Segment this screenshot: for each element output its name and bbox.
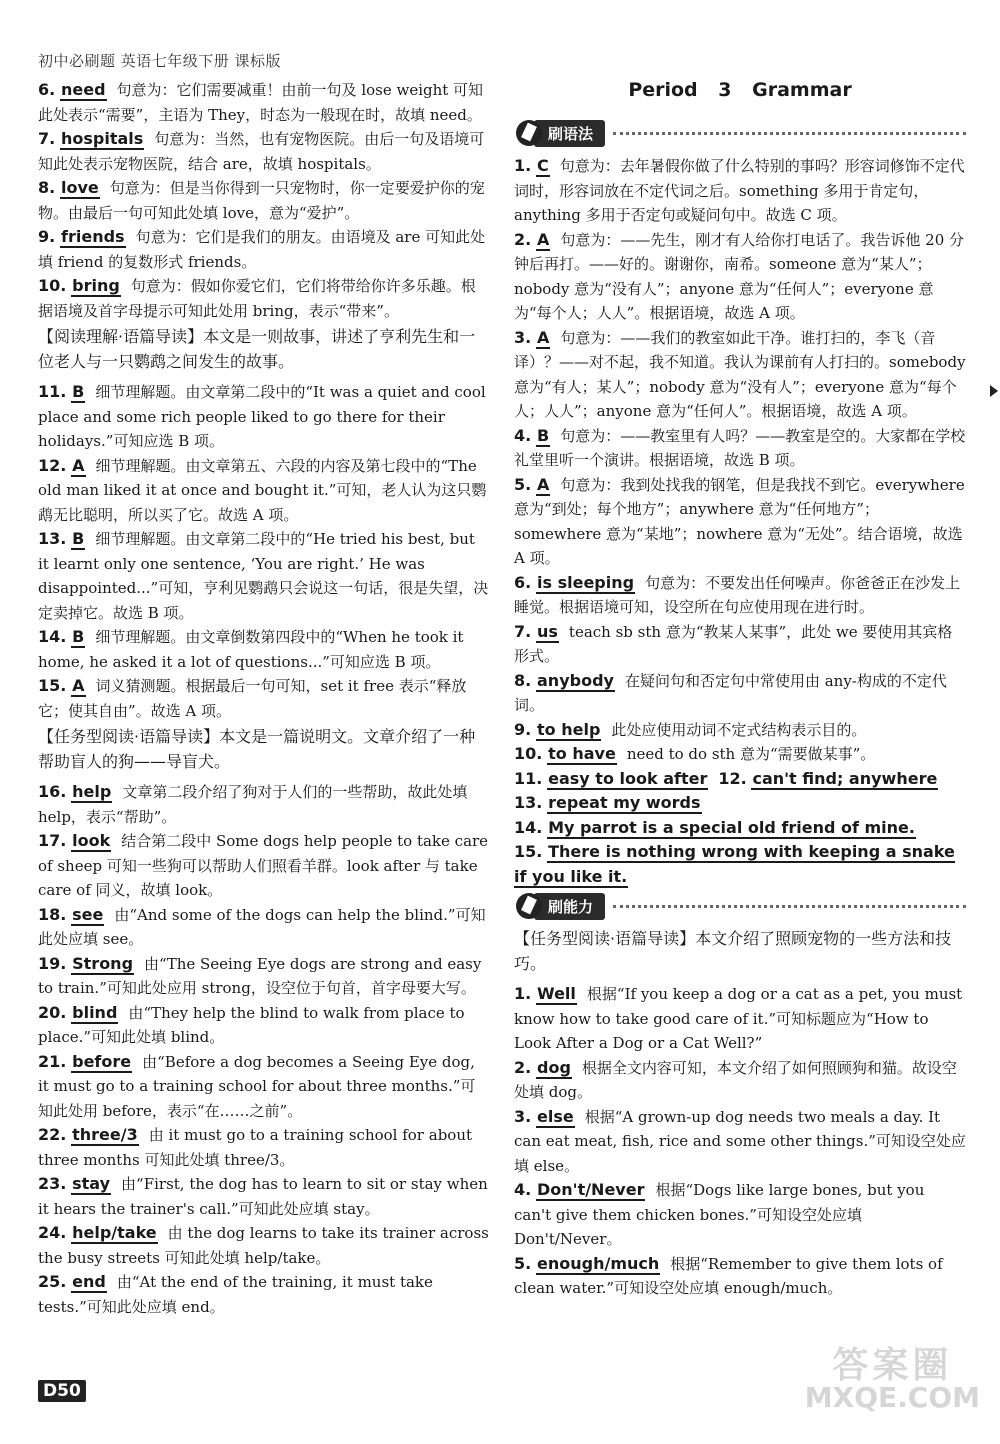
watermark-logo-text: 答案圈 [832, 1345, 953, 1386]
answer-item [38, 454, 490, 528]
explanation-text: 根据“If you keep a dog or a cat as a pet, you must know how to take good care of it.”可知标题应为“How to Look After a Dog or a Cat Well?” [514, 985, 963, 1052]
answer-key: Don't/Never [537, 1180, 645, 1199]
question-number: 3. [514, 327, 532, 347]
answer-item [514, 816, 966, 841]
answer-item [514, 424, 966, 473]
answer-item [38, 674, 490, 723]
answer-key: enough/much [537, 1253, 660, 1273]
answer-key: three/3 [72, 1125, 138, 1144]
question-number: 18. [38, 904, 67, 924]
answer-item [38, 1221, 490, 1270]
explanation-text: 句意为：它们是我们的朋友。由语境及 are 可知此处填 friend 的复数形式 friends。 [38, 228, 486, 271]
section-heading: 【任务型阅读·语篇导读】本文介绍了照顾宠物的一些方法和技巧。 [514, 929, 952, 973]
explanation-text: 句意为：——教室里有人吗？——教室是空的。大家都在学校礼堂里听一个演讲。根据语境，故选 B 项。 [514, 426, 966, 469]
answer-key: Strong [72, 953, 134, 973]
answer-item [38, 903, 490, 952]
question-number: 4. [514, 1180, 532, 1199]
explanation-text: 此处应使用动词不定式结构表示目的。 [611, 720, 867, 739]
answer-key: B [72, 627, 85, 646]
explanation-text: 文章第二段介绍了狗对于人们的一些帮助，故此处填 help，表示“帮助”。 [38, 783, 468, 826]
question-number: 11. [514, 768, 543, 788]
explanation-text: 由“The Seeing Eye dogs are strong and easy to train.”可知此处应用 strong，设空位于句首，首字母要大写。 [38, 954, 482, 997]
explanation-text: 根据“Remember to give them lots of clean water.”可知设空处应填 enough/much。 [514, 1254, 943, 1297]
answer-key: C [537, 156, 549, 175]
watermark-url: MXQE.COM [804, 1381, 980, 1414]
explanation-text: 根据“A grown-up dog needs two meals a day. It can eat meat, fish, rice and some other things.”可知设空处应填 else。 [514, 1107, 966, 1175]
question-number: 4. [514, 425, 532, 445]
answer-key: A [537, 229, 550, 249]
explanation-text: need to do sth 意为“需要做某事”。 [626, 745, 876, 763]
question-number: 13. [38, 529, 67, 548]
answer-key: end [72, 1272, 106, 1291]
explanation-text: 结合第二段中 Some dogs help people to take care of sheep 可知一些狗可以帮助人们照看羊群。look after 与 take care of 同义，故填 look。 [38, 832, 489, 899]
question-number: 7. [514, 621, 532, 641]
answer-item [38, 176, 490, 225]
watermark [804, 1345, 980, 1414]
question-number: 14. [38, 627, 67, 646]
answer-key: easy to look after [548, 768, 708, 788]
edge-arrow-icon [990, 385, 998, 397]
answer-item [38, 952, 490, 1001]
question-number: 15. [514, 842, 543, 861]
explanation-text: 在疑问句和否定句中常使用由 any-构成的不定代词。 [514, 671, 947, 714]
answer-key: There is nothing wrong with keeping a snake if you like it. [514, 842, 955, 886]
explanation-text: 根据“Dogs like large bones, but you can't give them chicken bones.”可知设空处应填 Don't/Never。 [514, 1181, 925, 1248]
answer-key: blind [72, 1002, 118, 1022]
section-banner [514, 116, 966, 150]
answer-key: to help [537, 719, 601, 739]
explanation-text: 句意为：它们需要减重！由前一句及 lose weight 可知此处表示“需要”，主语为 They，时态为一般现在时，故填 need。 [38, 81, 484, 124]
question-number: 24. [38, 1223, 67, 1242]
question-number: 9. [38, 227, 56, 246]
question-number: 21. [38, 1051, 67, 1071]
question-number: 12. [38, 455, 67, 475]
question-number: 2. [514, 229, 532, 249]
answer-item [514, 1178, 966, 1252]
answer-key: need [61, 80, 106, 99]
explanation-text: 句意为：——先生，刚才有人给你打电话了。我告诉他 20 分钟后再打。——好的。谢谢你，南希。someone 意为“某人”；nobody 意为“没有人”；anyone 意为“任何人”；everyone 意为“每个人；人人”。根据语境，故选 A 项。 [514, 230, 965, 322]
explanation-text: 细节理解题。由文章第五、六段的内容及第七段中的“The old man liked it at once and bought it.”可知，老人认为这只鹦鹉无比聪明，所以买了它。故选 A 项。 [38, 456, 487, 524]
explanation-text: 句意为：假如你爱它们，它们将带给你许多乐趣。根据语境及首字母提示可知此处用 bring，表示“带来”。 [38, 277, 476, 320]
brush-icon [516, 120, 542, 146]
answer-item [38, 127, 490, 176]
explanation-text: 句意为：我到处找我的钢笔，但是我找不到它。everywhere 意为“到处；每个地方”；anywhere 意为“任何地方”；somewhere 意为“某地”；nowhere 意为“无处”。结合语境，故选 A 项。 [514, 475, 965, 567]
page-number: D50 [38, 1380, 86, 1402]
question-number: 8. [38, 178, 56, 197]
answer-key: help [72, 782, 112, 801]
explanation-text: 句意为：当然，也有宠物医院。由后一句及语境可知此处表示宠物医院，结合 are，故填 hospitals。 [38, 130, 485, 173]
answer-item [514, 154, 966, 228]
answer-key: stay [72, 1174, 111, 1193]
question-number: 1. [514, 984, 532, 1003]
answer-item [38, 1270, 490, 1319]
answer-key: else [537, 1106, 574, 1126]
answer-item [514, 718, 966, 743]
explanation-text: 词义猜测题。根据最后一句可知，set it free 表示“释放它；使其自由”。故选 A 项。 [38, 677, 467, 720]
answer-item [514, 620, 966, 669]
banner-label: 刷能力 [534, 893, 605, 920]
left-column [38, 78, 490, 1319]
answer-key: friends [61, 227, 125, 246]
answer-item [514, 840, 966, 889]
answer-key: us [537, 621, 558, 641]
answer-item [38, 225, 490, 274]
answer-key: B [72, 382, 85, 401]
answer-item [38, 527, 490, 625]
answer-item [514, 669, 966, 718]
question-number: 6. [514, 572, 532, 592]
answer-key: is sleeping [537, 572, 635, 592]
answer-key: Well [537, 984, 576, 1003]
explanation-text: 由“They help the blind to walk from place to place.”可知此处填 blind。 [38, 1003, 465, 1046]
question-number: 3. [514, 1106, 532, 1126]
answer-key: hospitals [61, 129, 144, 148]
running-header: 初中必刷题 英语七年级下册 课标版 [38, 52, 282, 70]
explanation-text: teach sb sth 意为“教某人某事”，此处 we 要使用其宾格形式。 [514, 622, 953, 665]
question-number: 2. [514, 1057, 532, 1077]
question-number: 8. [514, 670, 532, 690]
question-number: 5. [514, 1253, 532, 1273]
answer-key: A [72, 676, 85, 695]
answer-key: A [537, 474, 550, 494]
question-number: 19. [38, 953, 67, 973]
answer-key: to have [548, 744, 616, 763]
question-number: 25. [38, 1272, 67, 1291]
section-heading: 【任务型阅读·语篇导读】本文是一篇说明文。文章介绍了一种帮助盲人的狗——导盲犬。 [38, 727, 476, 771]
section-banner [514, 889, 966, 923]
explanation-text: 由“Before a dog becomes a Seeing Eye dog, it must go to a training school for about three months.”可知此处用 before，表示“在……之前”。 [38, 1052, 476, 1120]
answer-key: A [72, 455, 85, 475]
answer-item [38, 780, 490, 829]
right-column [514, 78, 966, 1301]
answer-key: before [72, 1051, 132, 1071]
question-number: 6. [38, 80, 56, 99]
answer-item [514, 1056, 966, 1105]
answer-item [514, 473, 966, 571]
answer-key: see [72, 904, 104, 924]
explanation-text: 句意为：但是当你得到一只宠物时，你一定要爱护你的宠物。由最后一句可知此处填 love，意为“爱护”。 [38, 179, 485, 222]
answer-item [38, 1123, 490, 1172]
explanation-text: 句意为：——我们的教室如此干净。谁打扫的，李飞（音译）？——对不起，我不知道。我认为课前有人打扫的。somebody 意为“有人；某人”；nobody 意为“没有人”；everyone 意为“每个人；人人”；anyone 意为“任何人”。根据语境，故选 A 项。 [514, 328, 966, 420]
question-number: 11. [38, 382, 67, 401]
banner-label: 刷语法 [534, 120, 605, 147]
answer-key: A [537, 327, 550, 347]
answer-item [38, 829, 490, 903]
brush-icon [516, 893, 542, 919]
answer-item [514, 1105, 966, 1179]
answer-key: B [72, 529, 85, 548]
answer-item [514, 228, 966, 326]
period-title: Period 3 Grammar [628, 79, 852, 101]
answer-item [38, 78, 490, 127]
answer-item [514, 742, 966, 767]
answer-item [514, 767, 966, 792]
answer-item [514, 791, 966, 816]
answer-key: dog [537, 1057, 571, 1077]
answer-key: help/take [72, 1223, 157, 1242]
answer-item [38, 380, 490, 454]
question-number: 16. [38, 782, 67, 801]
question-number: 10. [514, 744, 543, 763]
answer-item [514, 1252, 966, 1301]
answer-item [38, 274, 490, 323]
explanation-text: 细节理解题。由文章倒数第四段中的“When he took it home, he asked it a lot of questions...”可知应选 B 项。 [38, 628, 464, 671]
question-number: 5. [514, 474, 532, 494]
dotted-rule [613, 905, 966, 908]
explanation-text: 细节理解题。由文章第二段中的“It was a quiet and cool place and some rich people liked to go there for their holidays.”可知应选 B 项。 [38, 383, 486, 450]
explanation-text: 由“At the end of the training, it must take tests.”可知此处应填 end。 [38, 1273, 433, 1316]
answer-item [514, 982, 966, 1056]
answer-key: My parrot is a special old friend of mine. [548, 817, 915, 837]
answer-key: anybody [537, 670, 614, 690]
explanation-text: 句意为：去年暑假你做了什么特别的事吗？形容词修饰不定代词时，形容词放在不定代词之后。something 多用于肯定句，anything 多用于否定句或疑问句中。故选 C 项。 [514, 157, 965, 224]
question-number: 12. [718, 768, 747, 788]
explanation-text: 根据全文内容可知，本文介绍了如何照顾狗和猫。故设空处填 dog。 [514, 1058, 957, 1101]
answer-item [38, 1001, 490, 1050]
answer-key: can't find; anywhere [752, 768, 938, 788]
explanation-text: 由 it must go to a training school for about three months 可知此处填 three/3。 [38, 1126, 473, 1169]
answer-key: love [61, 178, 99, 197]
explanation-text: 由“And some of the dogs can help the blind.”可知此处应填 see。 [38, 905, 486, 948]
question-number: 10. [38, 276, 67, 295]
question-number: 7. [38, 129, 56, 148]
answer-key: B [537, 425, 550, 445]
answer-item [38, 1050, 490, 1124]
answer-item [514, 571, 966, 620]
section-heading: 【阅读理解·语篇导读】本文是一则故事，讲述了亨利先生和一位老人与一只鹦鹉之间发生的故事。 [38, 327, 476, 371]
explanation-text: 细节理解题。由文章第二段中的“He tried his best, but it learnt only one sentence, ‘You are right.’ He was disappointed...”可知，亨利见鹦鹉只会说这一句话，很是失望，决定卖掉它。故选 B 项。 [38, 530, 489, 622]
question-number: 15. [38, 676, 67, 695]
answer-key: bring [72, 276, 120, 295]
question-number: 13. [514, 793, 543, 812]
question-number: 14. [514, 817, 543, 837]
question-number: 9. [514, 719, 532, 739]
explanation-text: 由 the dog learns to take its trainer across the busy streets 可知此处填 help/take。 [38, 1224, 489, 1267]
answer-item [514, 326, 966, 424]
answer-key: look [72, 831, 111, 850]
question-number: 22. [38, 1125, 67, 1144]
question-number: 20. [38, 1002, 67, 1022]
dotted-rule [613, 132, 966, 135]
question-number: 23. [38, 1174, 67, 1193]
question-number: 17. [38, 831, 67, 850]
explanation-text: 句意为：不要发出任何噪声。你爸爸正在沙发上睡觉。根据语境可知，设空所在句应使用现在进行时。 [514, 573, 961, 616]
answer-item [38, 625, 490, 674]
question-number: 1. [514, 156, 532, 175]
answer-key: repeat my words [548, 793, 701, 812]
explanation-text: 由“First, the dog has to learn to sit or stay when it hears the trainer's call.”可知此处应填 stay。 [38, 1175, 488, 1218]
answer-item [38, 1172, 490, 1221]
